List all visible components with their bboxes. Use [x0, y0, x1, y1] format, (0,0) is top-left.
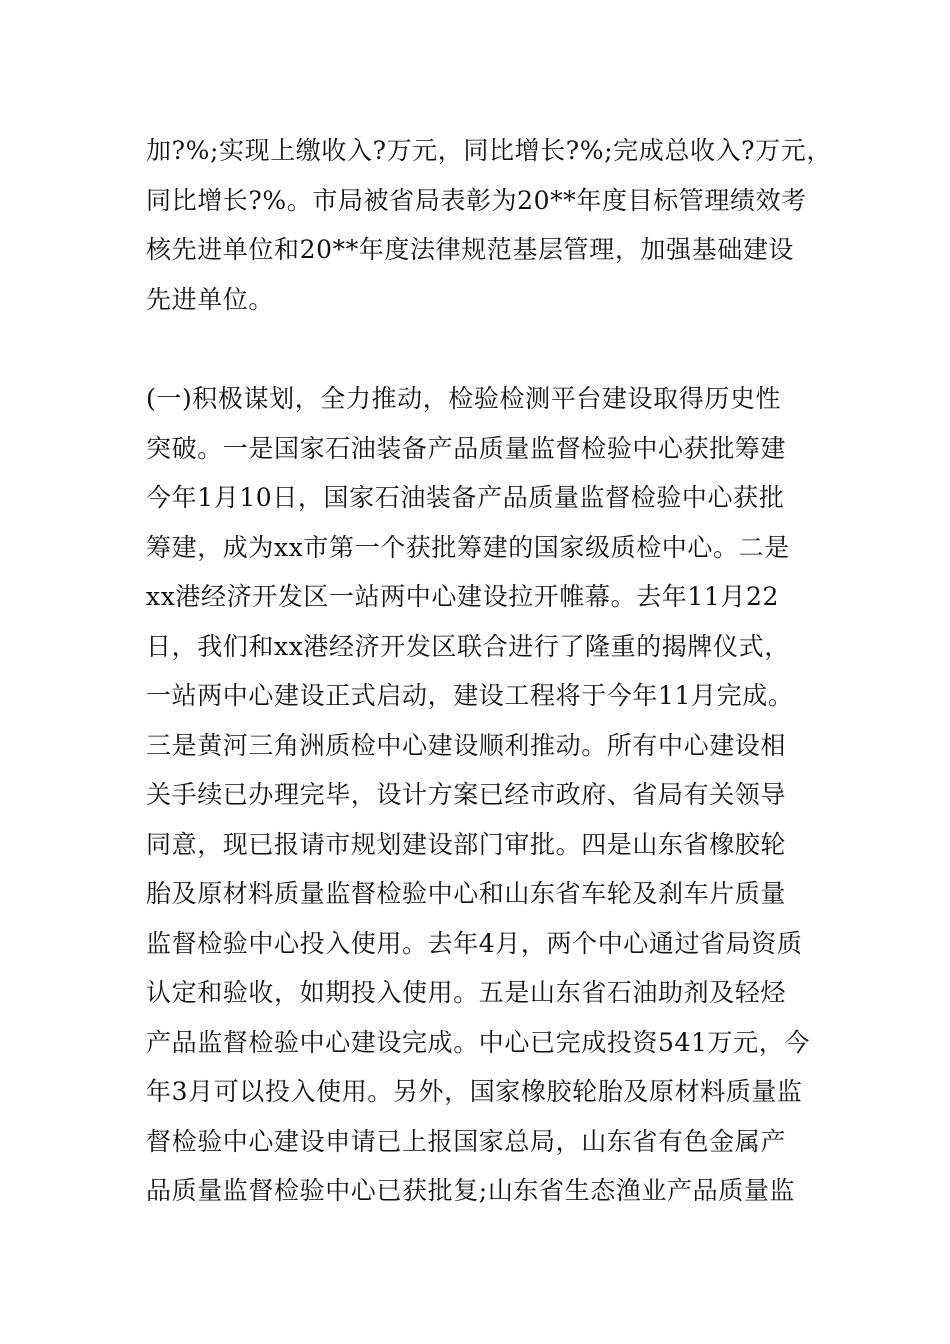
- text-line: 先进单位。: [146, 284, 275, 314]
- text-line: 今年1月10日，国家石油装备产品质量监督检验中心获批: [146, 483, 785, 512]
- paragraph-summary: [146, 126, 832, 324]
- text-line: 认定和验收，如期投入使用。五是山东省石油助剂及轻烃: [146, 978, 787, 1007]
- text-line: 一站两中心建设正式启动，建设工程将于今年11月完成。: [146, 681, 794, 710]
- text-line: 年3月可以投入使用。另外，国家橡胶轮胎及原材料质量监: [146, 1077, 803, 1106]
- text-line: 核先进单位和20**年度法律规范基层管理，加强基础建设: [146, 235, 795, 264]
- text-line: 筹建，成为xx市第一个获批筹建的国家级质检中心。二是: [146, 532, 790, 562]
- text-line: 加?%;实现上缴收入?万元，同比增长?%;完成总收入?万元，: [146, 136, 832, 165]
- text-line: 关手续已办理完毕，设计方案已经市政府、省局有关领导: [146, 780, 787, 809]
- text-line: 日，我们和xx港经济开发区联合进行了隆重的揭牌仪式，: [146, 631, 790, 661]
- text-line: 同比增长?%。市局被省局表彰为20**年度目标管理绩效考: [146, 185, 807, 215]
- text-line: 胎及原材料质量监督检验中心和山东省车轮及刹车片质量: [146, 879, 787, 908]
- text-line: 突破。一是国家石油装备产品质量监督检验中心获批筹建: [146, 433, 787, 463]
- text-line: 三是黄河三角洲质检中心建设顺利推动。所有中心建设相: [146, 730, 787, 760]
- text-line: 督检验中心建设申请已上报国家总局，山东省有色金属产: [146, 1126, 787, 1156]
- text-line: 品质量监督检验中心已获批复;山东省生态渔业产品质量监: [146, 1176, 796, 1205]
- text-line: (一)积极谋划，全力推动，检验检测平台建设取得历史性: [146, 384, 782, 413]
- paragraph-section-one: [146, 374, 816, 1216]
- text-line: 产品监督检验中心建设完成。中心已完成投资541万元，今: [146, 1027, 810, 1057]
- text-line: xx港经济开发区一站两中心建设拉开帷幕。去年11月22: [146, 582, 780, 611]
- text-line: 同意，现已报请市规划建设部门审批。四是山东省橡胶轮: [146, 829, 787, 859]
- text-line: 监督检验中心投入使用。去年4月，两个中心通过省局资质: [146, 928, 803, 958]
